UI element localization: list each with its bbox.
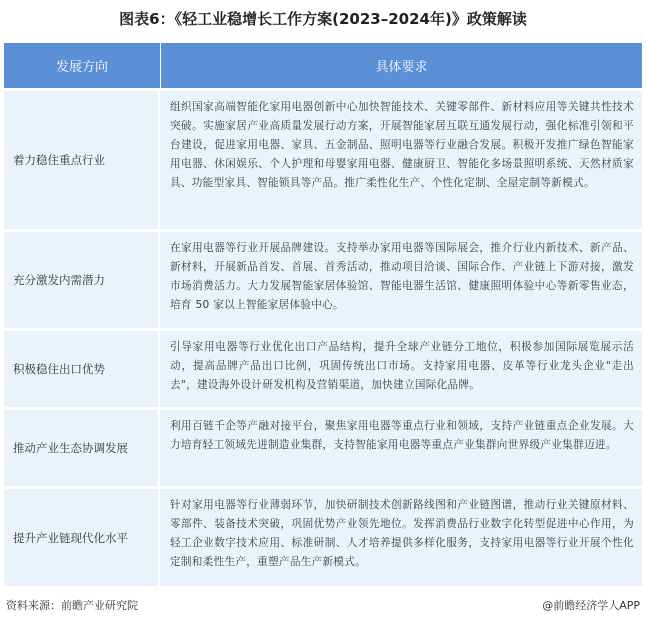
table-header (4, 43, 642, 88)
footer (6, 597, 640, 613)
table-row (4, 328, 642, 407)
requirement-cell: 针对家用电器等行业薄弱环节，加快研制技术创新路线图和产业链图谱，推动行业关键原材料、零部件、装备技术突破，巩固优势产业领先地位。发挥消费品行业数字化转型促进中心作用，为轻工企业数字技术应用、标准研制、人才培养提供多样化服务，支持家用电器等行业开展个性化定制和柔性生产，重塑产品生产新模式。 (170, 499, 634, 568)
page-title: 图表6：《轻工业稳增长工作方案(2023–2024年)》政策解读 (119, 10, 527, 28)
header-requirement: 具体要求 (375, 60, 428, 75)
requirement-cell: 引导家用电器等行业优化出口产品结构，提升全球产业链分工地位，积极参加国际展览展示活动，提高品牌产品出口比例，巩固传统出口市场。支持家用电器、皮革等行业龙头企业"走出去"，建设海外设计研发机构及营销渠道，加快建立国际化品牌。 (170, 341, 634, 391)
table-row (4, 407, 642, 486)
direction-cell: 充分激发内需潜力 (4, 232, 160, 328)
requirement-cell: 在家用电器等行业开展品牌建设。支持举办家用电器等国际展会，推介行业内新技术、新产品、新材料，开展新品首发、首展、首秀活动，推动项目洽谈、国际合作、产业链上下游对接，激发市场消费活力。大力发展智能家居体验馆、智能电器生活馆、健康照明体验中心等新零售业态，培育 50 家以上智能家居体验中心。 (170, 242, 634, 311)
direction-cell: 积极稳住出口优势 (4, 331, 160, 407)
requirement-cell: 组织国家高端智能化家用电器创新中心加快智能技术、关键零部件、新材料应用等关键共性技术突破。实施家居产业高质量发展行动方案，开展智能家居互联互通发展行动，强化标准引领和平台建设，促进家用电器、家具、五金制品、照明电器等行业融合发展。积极开发推广绿色智能家用电器、休闲娱乐、个人护理和母婴家用电器、健康厨卫、智能化多场景照明系统、天然材质家具、功能型家具、智能锁具等产品。推广柔性化生产、个性化定制、全屋定制等新模式。 (170, 101, 634, 189)
direction-cell: 提升产业链现代化水平 (4, 489, 160, 586)
source-note: 资料来源：前瞻产业研究院 (6, 599, 138, 612)
table-row (4, 88, 642, 229)
brand-note: @前瞻经济学人APP (542, 599, 640, 612)
direction-cell: 着力稳住重点行业 (4, 91, 160, 229)
table-row (4, 486, 642, 586)
policy-table (4, 43, 642, 586)
direction-cell: 推动产业生态协调发展 (4, 410, 160, 486)
requirement-cell: 利用百链千企等产融对接平台，聚焦家用电器等重点行业和领域，支持产业链重点企业发展。大力培育轻工领域先进制造业集群，支持智能家用电器等重点产业集群向世界级产业集群迈进。 (170, 420, 634, 451)
table-row (4, 229, 642, 328)
header-direction: 发展方向 (4, 43, 161, 88)
